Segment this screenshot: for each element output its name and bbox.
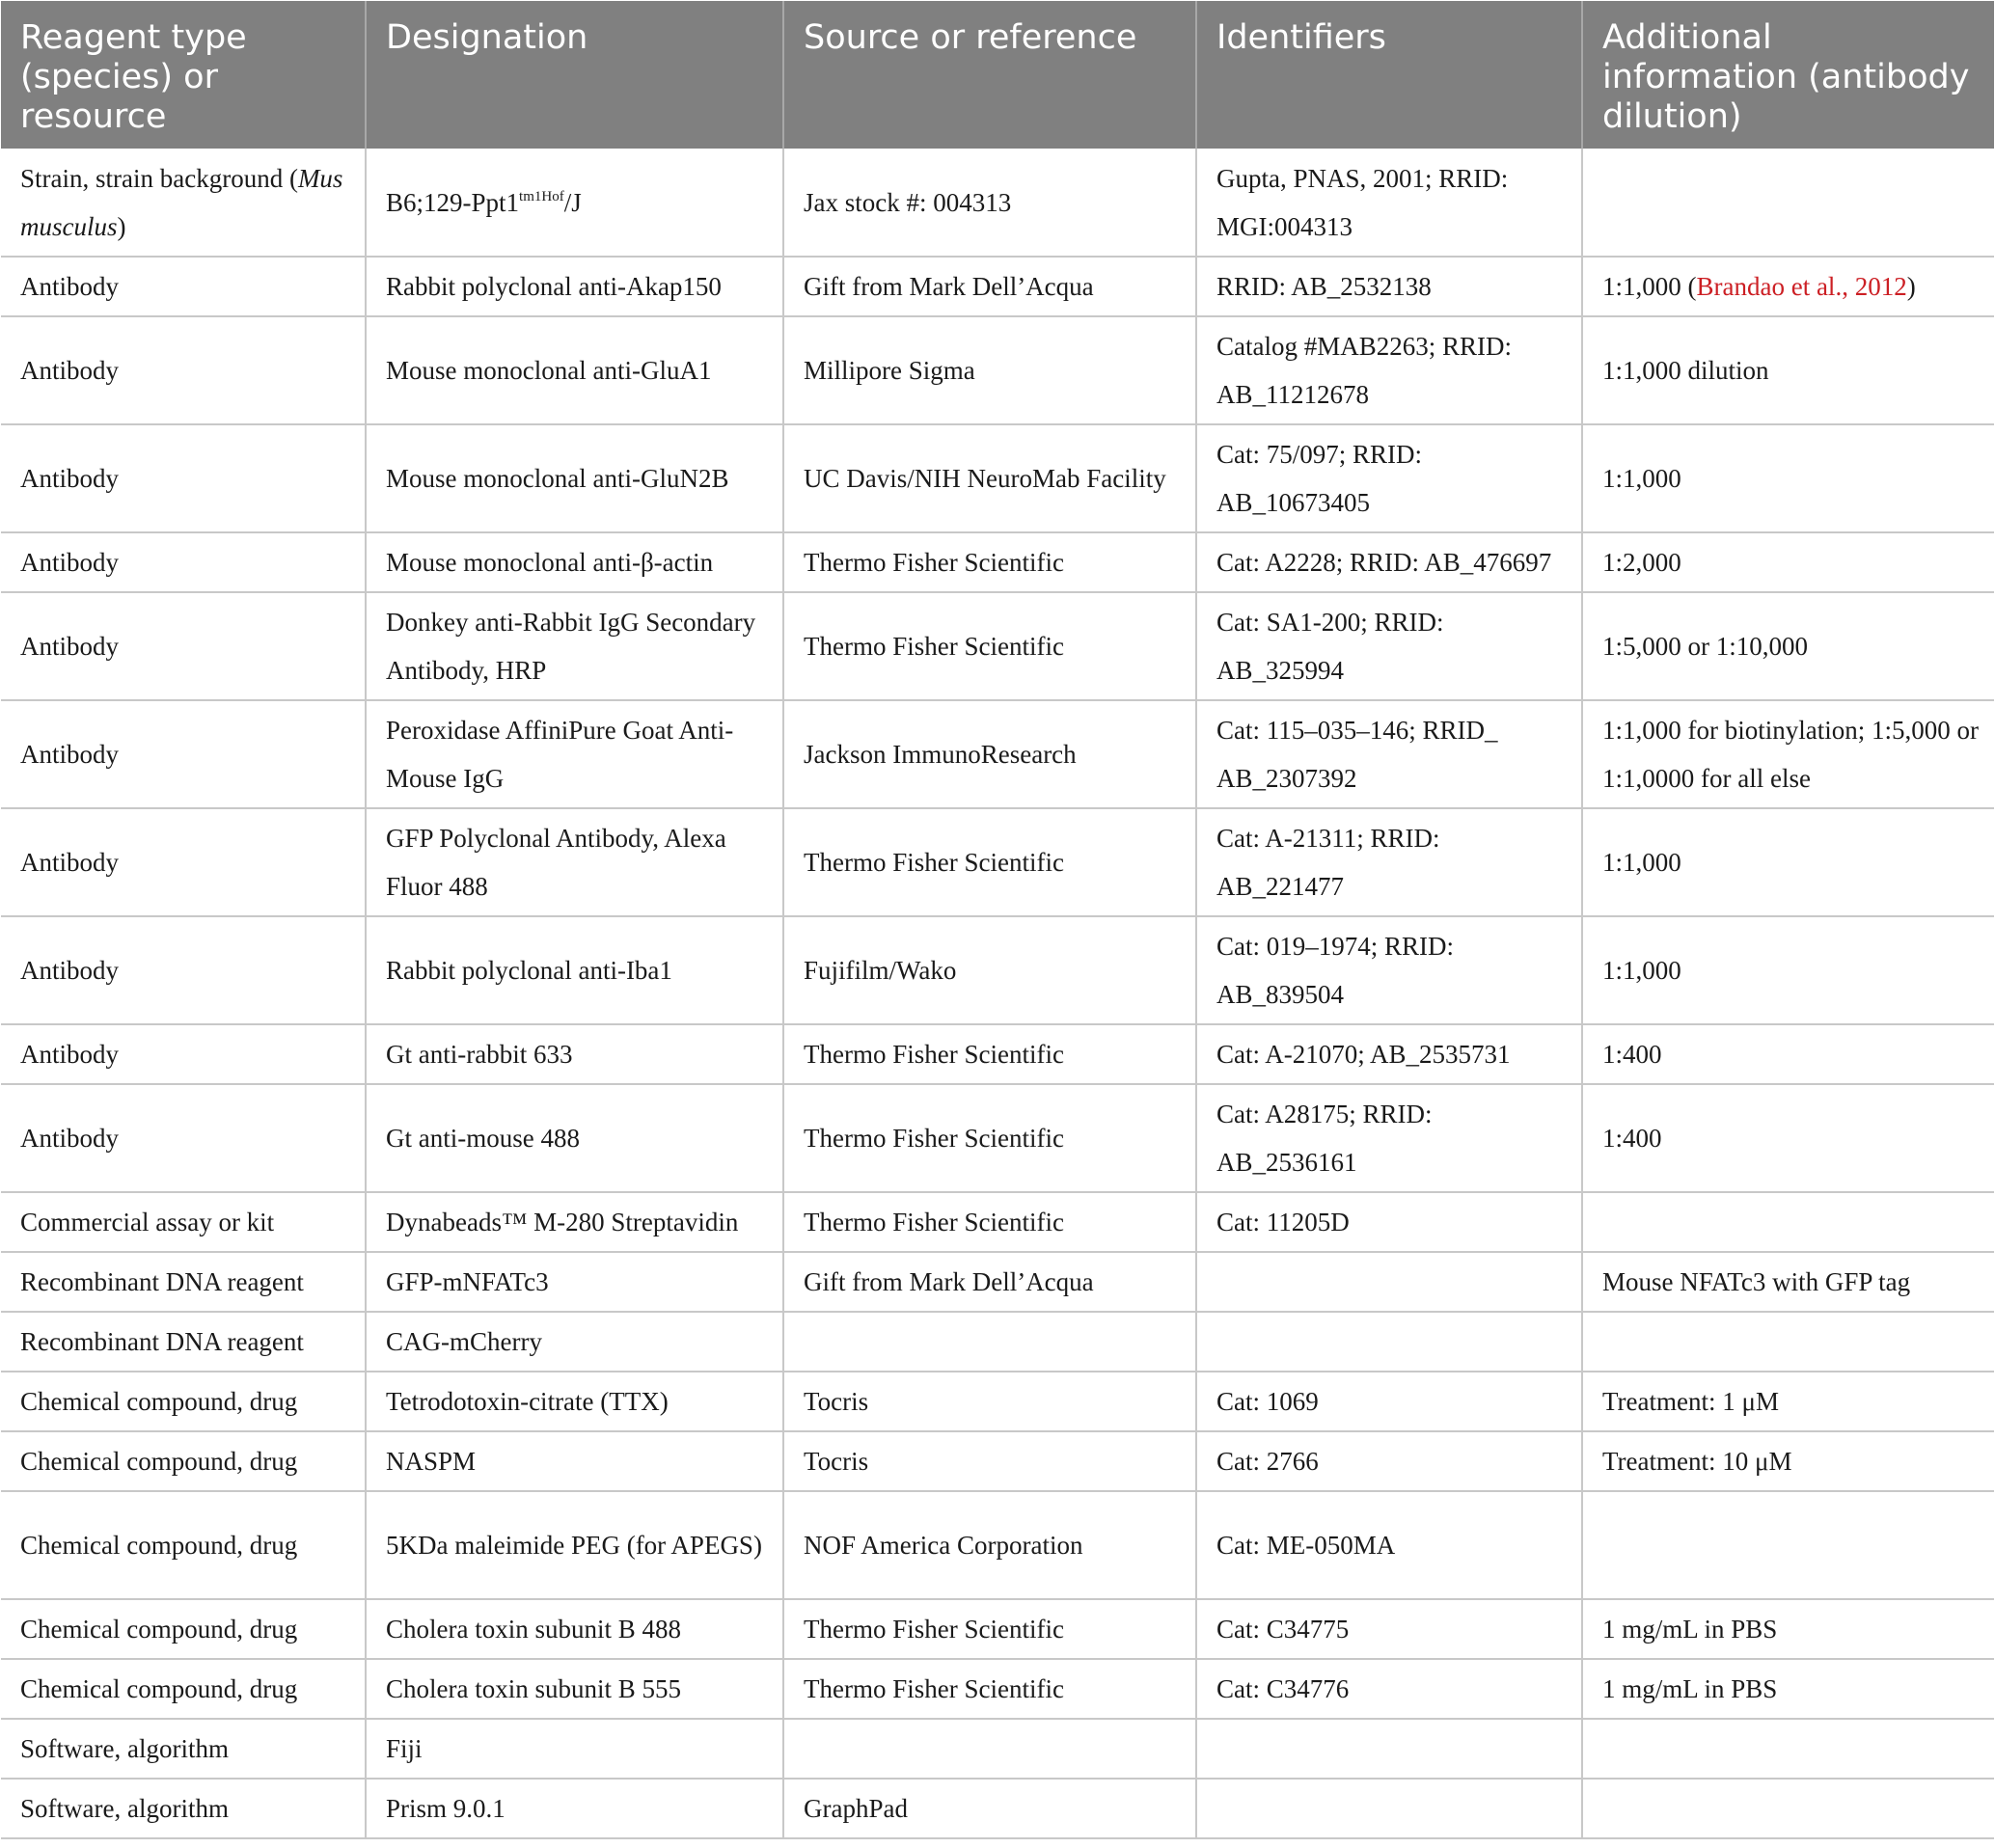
- header-reagent-type: Reagent type (species) or resource: [1, 1, 366, 149]
- cell-designation: Tetrodotoxin-citrate (TTX): [366, 1372, 783, 1431]
- table-row: [1, 1659, 1994, 1719]
- table-row: [1, 1084, 1994, 1192]
- cell-text: Strain, strain background (: [20, 163, 298, 193]
- table-row: [1, 916, 1994, 1024]
- table-row: [1, 1252, 1994, 1312]
- table-row: [1, 592, 1994, 700]
- table-row: [1, 700, 1994, 808]
- cell-text: /J: [563, 187, 582, 217]
- header-source: Source or reference: [783, 1, 1196, 149]
- cell-reagent-type: Software, algorithm: [1, 1719, 366, 1779]
- cell-identifiers: Cat: C34776: [1196, 1659, 1582, 1719]
- cell-additional-info: Treatment: 1 μM: [1582, 1372, 1994, 1431]
- cell-source: Thermo Fisher Scientific: [783, 808, 1196, 916]
- cell-reagent-type: Recombinant DNA reagent: [1, 1312, 366, 1372]
- cell-source: Tocris: [783, 1431, 1196, 1491]
- cell-additional-info: 1:5,000 or 1:10,000: [1582, 592, 1994, 700]
- cell-source: [783, 1719, 1196, 1779]
- table-row: [1, 316, 1994, 424]
- cell-identifiers: Gupta, PNAS, 2001; RRID: MGI:004313: [1196, 149, 1582, 257]
- cell-additional-info: [1582, 1719, 1994, 1779]
- cell-identifiers: Cat: A2228; RRID: AB_476697: [1196, 532, 1582, 592]
- cell-identifiers: [1196, 1312, 1582, 1372]
- cell-reagent-type: Chemical compound, drug: [1, 1431, 366, 1491]
- cell-additional-info: [1582, 257, 1994, 316]
- cell-designation: [366, 149, 783, 257]
- cell-designation: Dynabeads™ M-280 Streptavidin: [366, 1192, 783, 1252]
- cell-additional-info: 1:1,000: [1582, 424, 1994, 532]
- cell-source: Jax stock #: 004313: [783, 149, 1196, 257]
- table-row: [1, 1599, 1994, 1659]
- cell-reagent-type: Chemical compound, drug: [1, 1659, 366, 1719]
- table-row: [1, 1491, 1994, 1599]
- cell-source: Gift from Mark Dell’Acqua: [783, 257, 1196, 316]
- cell-source: UC Davis/NIH NeuroMab Facility: [783, 424, 1196, 532]
- cell-designation: Prism 9.0.1: [366, 1779, 783, 1838]
- cell-reagent-type: Antibody: [1, 257, 366, 316]
- cell-additional-info: [1582, 1491, 1994, 1599]
- cell-source: Tocris: [783, 1372, 1196, 1431]
- cell-reagent-type: Antibody: [1, 1084, 366, 1192]
- cell-identifiers: [1196, 1779, 1582, 1838]
- cell-source: Thermo Fisher Scientific: [783, 532, 1196, 592]
- cell-source: NOF America Corporation: [783, 1491, 1196, 1599]
- table-body: [1, 149, 1994, 1838]
- table-row: [1, 532, 1994, 592]
- cell-source: Jackson ImmunoResearch: [783, 700, 1196, 808]
- cell-designation: Mouse monoclonal anti-GluA1: [366, 316, 783, 424]
- cell-text: ): [1906, 272, 1916, 301]
- cell-source: [783, 1312, 1196, 1372]
- cell-reagent-type: Antibody: [1, 808, 366, 916]
- header-designation: Designation: [366, 1, 783, 149]
- cell-designation: Fiji: [366, 1719, 783, 1779]
- cell-designation: 5KDa maleimide PEG (for APEGS): [366, 1491, 783, 1599]
- cell-identifiers: Cat: 75/097; RRID: AB_10673405: [1196, 424, 1582, 532]
- cell-reagent-type: Antibody: [1, 316, 366, 424]
- table-row: [1, 808, 1994, 916]
- cell-identifiers: Catalog #MAB2263; RRID: AB_11212678: [1196, 316, 1582, 424]
- cell-reagent-type: Antibody: [1, 424, 366, 532]
- cell-source: Thermo Fisher Scientific: [783, 592, 1196, 700]
- cell-identifiers: Cat: SA1-200; RRID: AB_325994: [1196, 592, 1582, 700]
- cell-additional-info: 1:1,000: [1582, 808, 1994, 916]
- header-row: [1, 1, 1994, 149]
- cell-text: B6;129-Ppt1: [386, 187, 520, 217]
- cell-source: Thermo Fisher Scientific: [783, 1659, 1196, 1719]
- cell-source: Fujifilm/Wako: [783, 916, 1196, 1024]
- cell-designation: Cholera toxin subunit B 488: [366, 1599, 783, 1659]
- cell-identifiers: Cat: A-21070; AB_2535731: [1196, 1024, 1582, 1084]
- cell-designation: Peroxidase AffiniPure Goat Anti-Mouse IgG: [366, 700, 783, 808]
- cell-designation: Mouse monoclonal anti-GluN2B: [366, 424, 783, 532]
- cell-source: Millipore Sigma: [783, 316, 1196, 424]
- cell-identifiers: [1196, 1719, 1582, 1779]
- cell-identifiers: RRID: AB_2532138: [1196, 257, 1582, 316]
- cell-reagent-type: Antibody: [1, 1024, 366, 1084]
- table-row: [1, 1719, 1994, 1779]
- cell-source: Thermo Fisher Scientific: [783, 1192, 1196, 1252]
- cell-source: Thermo Fisher Scientific: [783, 1599, 1196, 1659]
- cell-identifiers: Cat: 2766: [1196, 1431, 1582, 1491]
- cell-designation: Rabbit polyclonal anti-Akap150: [366, 257, 783, 316]
- cell-reagent-type: [1, 149, 366, 257]
- cell-designation: NASPM: [366, 1431, 783, 1491]
- cell-additional-info: 1:1,000 for biotinylation; 1:5,000 or 1:1,0000 for all else: [1582, 700, 1994, 808]
- cell-designation: Donkey anti-Rabbit IgG Secondary Antibody, HRP: [366, 592, 783, 700]
- cell-identifiers: Cat: 019–1974; RRID: AB_839504: [1196, 916, 1582, 1024]
- cell-reagent-type: Software, algorithm: [1, 1779, 366, 1838]
- cell-additional-info: 1:1,000: [1582, 916, 1994, 1024]
- cell-additional-info: 1:1,000 dilution: [1582, 316, 1994, 424]
- cell-identifiers: Cat: C34775: [1196, 1599, 1582, 1659]
- cell-reagent-type: Antibody: [1, 916, 366, 1024]
- cell-source: GraphPad: [783, 1779, 1196, 1838]
- cell-text: ): [117, 211, 126, 241]
- cell-additional-info: [1582, 149, 1994, 257]
- cell-additional-info: 1 mg/mL in PBS: [1582, 1659, 1994, 1719]
- cell-identifiers: Cat: 11205D: [1196, 1192, 1582, 1252]
- cell-reagent-type: Commercial assay or kit: [1, 1192, 366, 1252]
- cell-designation: CAG-mCherry: [366, 1312, 783, 1372]
- cell-additional-info: 1 mg/mL in PBS: [1582, 1599, 1994, 1659]
- cell-source: Gift from Mark Dell’Acqua: [783, 1252, 1196, 1312]
- table-row: [1, 1024, 1994, 1084]
- cell-identifiers: [1196, 1252, 1582, 1312]
- cell-additional-info: 1:400: [1582, 1084, 1994, 1192]
- cell-identifiers: Cat: 1069: [1196, 1372, 1582, 1431]
- cell-source: Thermo Fisher Scientific: [783, 1084, 1196, 1192]
- table-row: [1, 149, 1994, 257]
- species-name: Mus musculus: [20, 163, 343, 241]
- cell-identifiers: Cat: ME-050MA: [1196, 1491, 1582, 1599]
- table-row: [1, 1312, 1994, 1372]
- cell-additional-info: [1582, 1312, 1994, 1372]
- cell-designation: Gt anti-mouse 488: [366, 1084, 783, 1192]
- cell-designation: Mouse monoclonal anti-β-actin: [366, 532, 783, 592]
- cell-identifiers: Cat: 115–035–146; RRID_ AB_2307392: [1196, 700, 1582, 808]
- cell-designation: GFP Polyclonal Antibody, Alexa Fluor 488: [366, 808, 783, 916]
- cell-designation: Cholera toxin subunit B 555: [366, 1659, 783, 1719]
- cell-additional-info: 1:400: [1582, 1024, 1994, 1084]
- header-identifiers: Identifiers: [1196, 1, 1582, 149]
- table-row: [1, 1192, 1994, 1252]
- table-row: [1, 424, 1994, 532]
- cell-designation: GFP-mNFATc3: [366, 1252, 783, 1312]
- cell-designation: Rabbit polyclonal anti-Iba1: [366, 916, 783, 1024]
- cell-text: 1:1,000 (: [1602, 272, 1697, 301]
- cell-additional-info: [1582, 1192, 1994, 1252]
- cell-identifiers: Cat: A28175; RRID: AB_2536161: [1196, 1084, 1582, 1192]
- table-row: [1, 1372, 1994, 1431]
- cell-additional-info: 1:2,000: [1582, 532, 1994, 592]
- cell-source: Thermo Fisher Scientific: [783, 1024, 1196, 1084]
- cell-reagent-type: Antibody: [1, 700, 366, 808]
- cell-reagent-type: Chemical compound, drug: [1, 1491, 366, 1599]
- cell-additional-info: Mouse NFATc3 with GFP tag: [1582, 1252, 1994, 1312]
- cell-additional-info: Treatment: 10 μM: [1582, 1431, 1994, 1491]
- key-resources-table: [1, 1, 1994, 1839]
- cell-reagent-type: Recombinant DNA reagent: [1, 1252, 366, 1312]
- table-row: [1, 257, 1994, 316]
- allele-superscript: tm1Hof: [519, 188, 564, 204]
- header-additional-info: Additional information (antibody dilution): [1582, 1, 1994, 149]
- cell-identifiers: Cat: A-21311; RRID: AB_221477: [1196, 808, 1582, 916]
- table-row: [1, 1431, 1994, 1491]
- table-header: [1, 1, 1994, 149]
- cell-additional-info: [1582, 1779, 1994, 1838]
- cell-reagent-type: Antibody: [1, 592, 366, 700]
- cell-designation: Gt anti-rabbit 633: [366, 1024, 783, 1084]
- cell-reagent-type: Chemical compound, drug: [1, 1372, 366, 1431]
- table-row: [1, 1779, 1994, 1838]
- cell-reagent-type: Chemical compound, drug: [1, 1599, 366, 1659]
- reference-link[interactable]: Brandao et al., 2012: [1696, 272, 1907, 301]
- cell-reagent-type: Antibody: [1, 532, 366, 592]
